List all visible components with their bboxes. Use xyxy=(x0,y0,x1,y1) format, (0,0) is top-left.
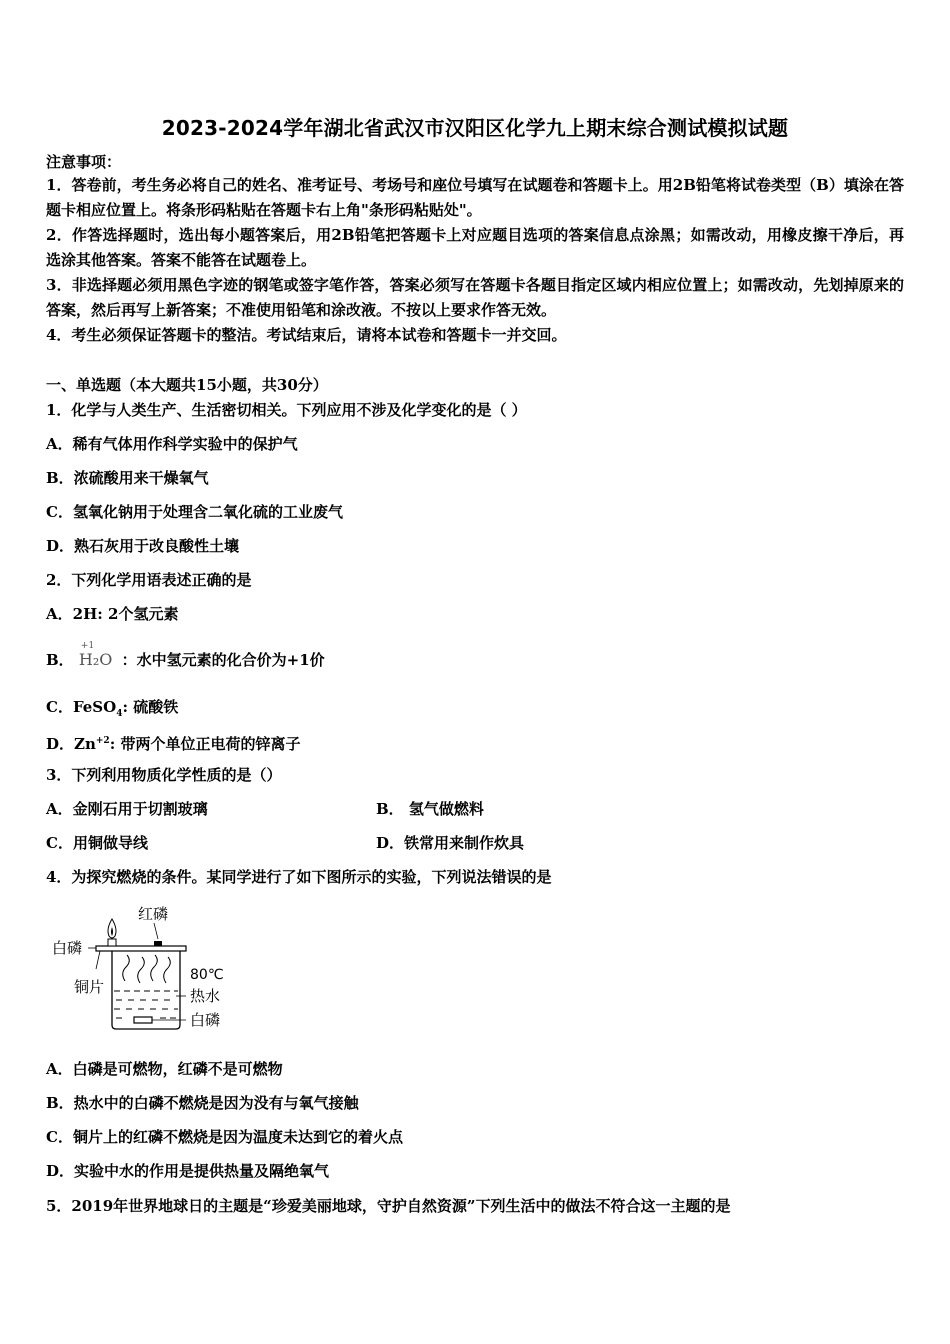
label-temperature: 80℃ xyxy=(190,967,224,983)
notice-heading: 注意事项： xyxy=(46,153,122,171)
q4-option-b: B．热水中的白磷不燃烧是因为没有与氧气接触 xyxy=(46,1094,359,1112)
q1-stem: 1．化学与人类生产、生活密切相关。下列应用不涉及化学变化的是（ ） xyxy=(46,401,527,419)
water-surface xyxy=(114,991,178,1018)
q2-option-a: A．2H: 2个氢元素 xyxy=(46,605,179,623)
q3-stem: 3．下列利用物质化学性质的是（） xyxy=(46,766,282,784)
q3-option-a: A．金刚石用于切割玻璃 xyxy=(46,800,208,818)
notice-item-1: 1．答卷前，考生务必将自己的姓名、准考证号、考场号和座位号填写在试题卷和答题卡上。用2B铅笔将试卷类型（B）填涂在答题卡相应位置上。将条形码粘贴在答题卡右上角"条形码粘贴处"。 xyxy=(46,176,904,219)
q2-option-d-pre: D．Zn xyxy=(46,735,96,753)
label-hot-water: 热水 xyxy=(190,987,221,1005)
q2-option-b-formula xyxy=(78,641,113,670)
q3-option-d: D．铁常用来制作炊具 xyxy=(376,834,525,852)
q4-option-c: C．铜片上的红磷不燃烧是因为温度未达到它的着火点 xyxy=(46,1128,403,1146)
q2-option-b-formula-text: H₂O xyxy=(78,650,113,669)
q2-option-d-post: : 带两个单位正电荷的锌离子 xyxy=(109,735,301,753)
notice-item-3: 3．非选择题必须用黑色字迹的钢笔或签字笔作答，答案必须写在答题卡各题目指定区域内相应位置上；如需改动，先划掉原来的答案，然后再写上新答案；不准使用铅笔和涂改液。不按以上要求作答无效。 xyxy=(46,276,904,319)
white-phosphorus-on-plate xyxy=(108,939,116,946)
q2-option-d-sup: +2 xyxy=(95,736,110,746)
label-copper-sheet: 铜片 xyxy=(74,978,105,996)
steam-icon xyxy=(123,955,171,983)
combustion-experiment-figure xyxy=(50,903,240,1033)
q3-option-b: B． 氢气做燃料 xyxy=(376,800,484,818)
section-heading: 一、单选题（本大题共15小题，共30分） xyxy=(46,376,328,394)
q4-stem: 4．为探究燃烧的条件。某同学进行了如下图所示的实验，下列说法错误的是 xyxy=(46,868,552,886)
submerged-white-phosphorus xyxy=(134,1017,152,1023)
q2-option-b-charge: +1 xyxy=(80,641,95,651)
q2-option-c-pre: C．FeSO xyxy=(46,698,117,716)
q5-stem: 5．2019年世界地球日的主题是“珍爱美丽地球，守护自然资源”下列生活中的做法不符合这一主题的是 xyxy=(46,1197,731,1215)
q1-option-d: D．熟石灰用于改良酸性土壤 xyxy=(46,537,240,555)
q2-option-b xyxy=(46,641,325,670)
q2-option-c-post: : 硫酸铁 xyxy=(122,698,179,716)
q1-option-c: C．氢氧化钠用于处理含二氧化硫的工业废气 xyxy=(46,503,343,521)
q1-option-b: B．浓硫酸用来干燥氧气 xyxy=(46,469,209,487)
q2-option-d xyxy=(46,731,300,754)
page-title: 2023-2024学年湖北省武汉市汉阳区化学九上期末综合测试模拟试题 xyxy=(161,116,789,140)
copper-plate xyxy=(96,946,186,951)
label-white-phosphorus-bottom: 白磷 xyxy=(190,1011,221,1029)
label-white-phosphorus-top: 白磷 xyxy=(52,939,83,957)
q3-option-c: C．用铜做导线 xyxy=(46,834,148,852)
q2-option-c xyxy=(46,697,178,724)
q2-stem: 2．下列化学用语表述正确的是 xyxy=(46,571,252,589)
q1-option-a: A．稀有气体用作科学实验中的保护气 xyxy=(46,435,298,453)
label-red-phosphorus: 红磷 xyxy=(138,905,169,923)
q4-option-d: D．实验中水的作用是提供热量及隔绝氧气 xyxy=(46,1162,330,1180)
red-phosphorus-on-plate xyxy=(154,941,162,946)
q2-option-b-text: ：水中氢元素的化合价为+1价 xyxy=(121,651,325,669)
notice-item-2: 2．作答选择题时，选出每小题答案后，用2B铅笔把答题卡上对应题目选项的答案信息点涂黑；如需改动，用橡皮擦干净后，再选涂其他答案。答案不能答在试题卷上。 xyxy=(46,226,904,269)
q2-option-c-sub: 4 xyxy=(116,709,123,719)
q2-option-b-label: B． xyxy=(46,651,74,669)
notice-item-4: 4．考生必须保证答题卡的整洁。考试结束后，请将本试卷和答题卡一并交回。 xyxy=(46,326,567,344)
q4-option-a: A．白磷是可燃物，红磷不是可燃物 xyxy=(46,1060,283,1078)
